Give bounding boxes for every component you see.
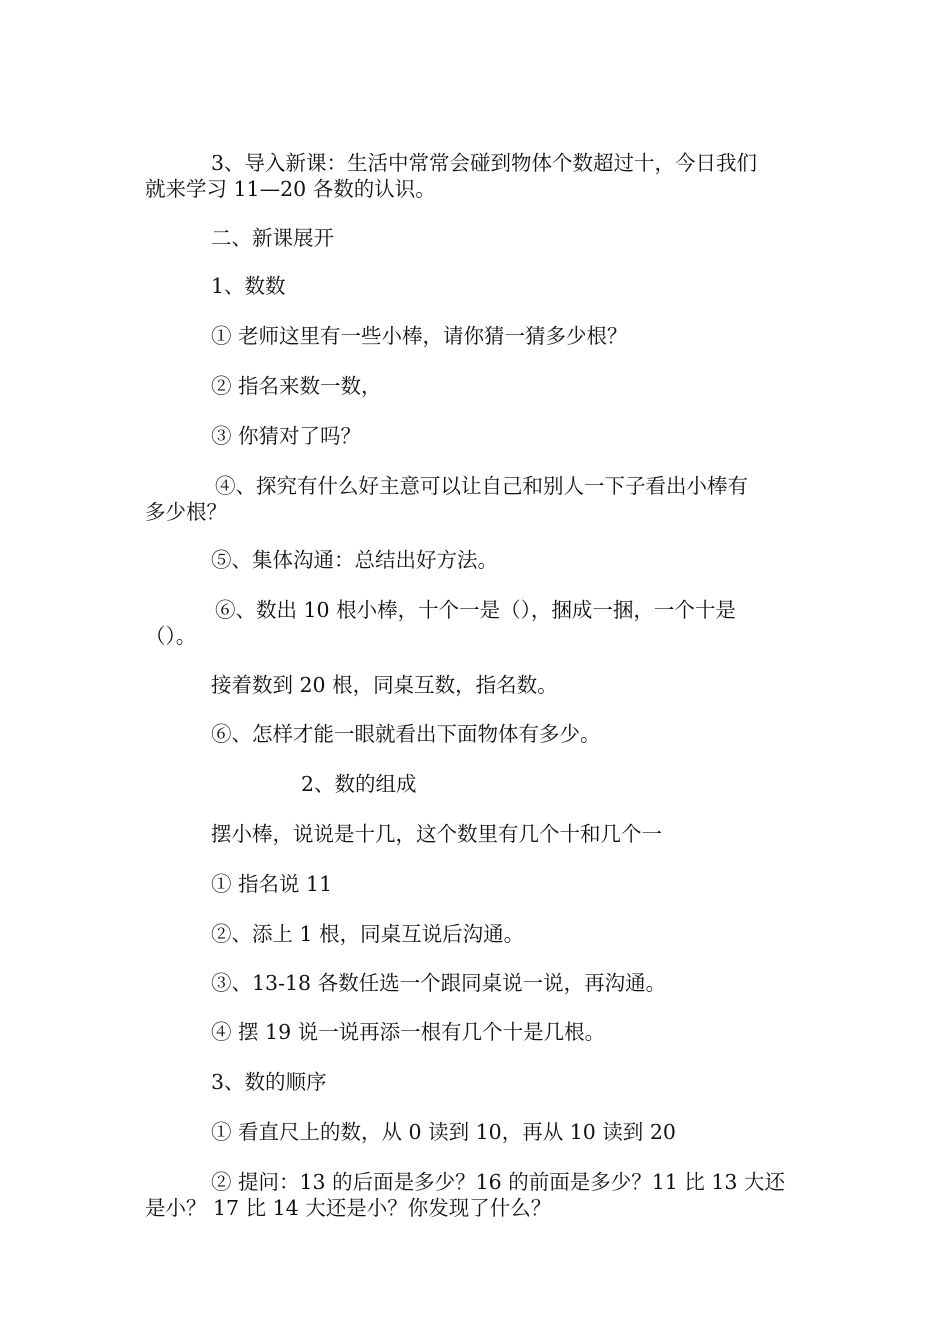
paragraph-item — [145, 373, 810, 399]
paragraph-item — [145, 597, 810, 649]
paragraph-item — [145, 970, 810, 996]
text-line: 多少根？ — [145, 500, 227, 524]
text-line: ① 看直尺上的数，从 0 读到 10，再从 10 读到 20 — [211, 1120, 676, 1144]
subheading-number-composition — [145, 771, 810, 797]
paragraph-item — [145, 323, 810, 349]
paragraph-item — [145, 1019, 810, 1045]
text-line: ⑥、数出 10 根小棒，十个一是（），捆成一捆，一个十是 — [215, 598, 736, 622]
subheading-counting — [145, 273, 810, 299]
text-line: ⑥、怎样才能一眼就看出下面物体有多少。 — [211, 722, 601, 746]
text-line: 二、新课展开 — [211, 226, 334, 250]
paragraph-item — [145, 871, 810, 897]
paragraph-item — [145, 672, 810, 698]
text-line: ④、探究有什么好主意可以让自己和别人一下子看出小棒有 — [215, 474, 748, 498]
text-line: ② 提问：13 的后面是多少？16 的前面是多少？11 比 13 大还 — [211, 1170, 785, 1194]
text-line: ① 老师这里有一些小棒，请你猜一猜多少根？ — [211, 324, 628, 348]
text-line: 1、数数 — [211, 274, 286, 298]
text-line: （）。 — [145, 624, 197, 648]
text-line: ⑤、集体沟通：总结出好方法。 — [211, 548, 498, 572]
text-line: 接着数到 20 根，同桌互数，指名数。 — [211, 673, 558, 697]
paragraph-item — [145, 1169, 810, 1221]
subheading-number-order — [145, 1069, 810, 1095]
text-line: 是小？ 17 比 14 大还是小？你发现了什么？ — [145, 1196, 552, 1220]
paragraph-item — [145, 721, 810, 747]
paragraph-item — [145, 821, 810, 847]
paragraph-item — [145, 473, 810, 525]
paragraph-item — [145, 1119, 810, 1145]
text-line: ②、添上 1 根，同桌互说后沟通。 — [211, 922, 525, 946]
text-line: ① 指名说 11 — [211, 872, 333, 896]
text-line: ③ 你猜对了吗？ — [211, 424, 362, 448]
text-line: ③、13-18 各数任选一个跟同桌说一说，再沟通。 — [211, 971, 667, 995]
paragraph-item — [145, 547, 810, 573]
text-line: 摆小棒，说说是十几，这个数里有几个十和几个一 — [211, 822, 662, 846]
section-heading-new-lesson — [145, 225, 810, 251]
text-line: 就来学习 11—20 各数的认识。 — [145, 177, 436, 201]
paragraph-lesson-intro — [145, 150, 810, 202]
text-line: 2、数的组成 — [301, 772, 417, 796]
text-line: ② 指名来数一数， — [211, 374, 382, 398]
paragraph-item — [145, 921, 810, 947]
text-line: 3、数的顺序 — [211, 1070, 327, 1094]
text-line: ④ 摆 19 说一说再添一根有几个十是几根。 — [211, 1020, 606, 1044]
paragraph-item — [145, 423, 810, 449]
text-line: 3、导入新课：生活中常常会碰到物体个数超过十，今日我们 — [211, 151, 758, 175]
